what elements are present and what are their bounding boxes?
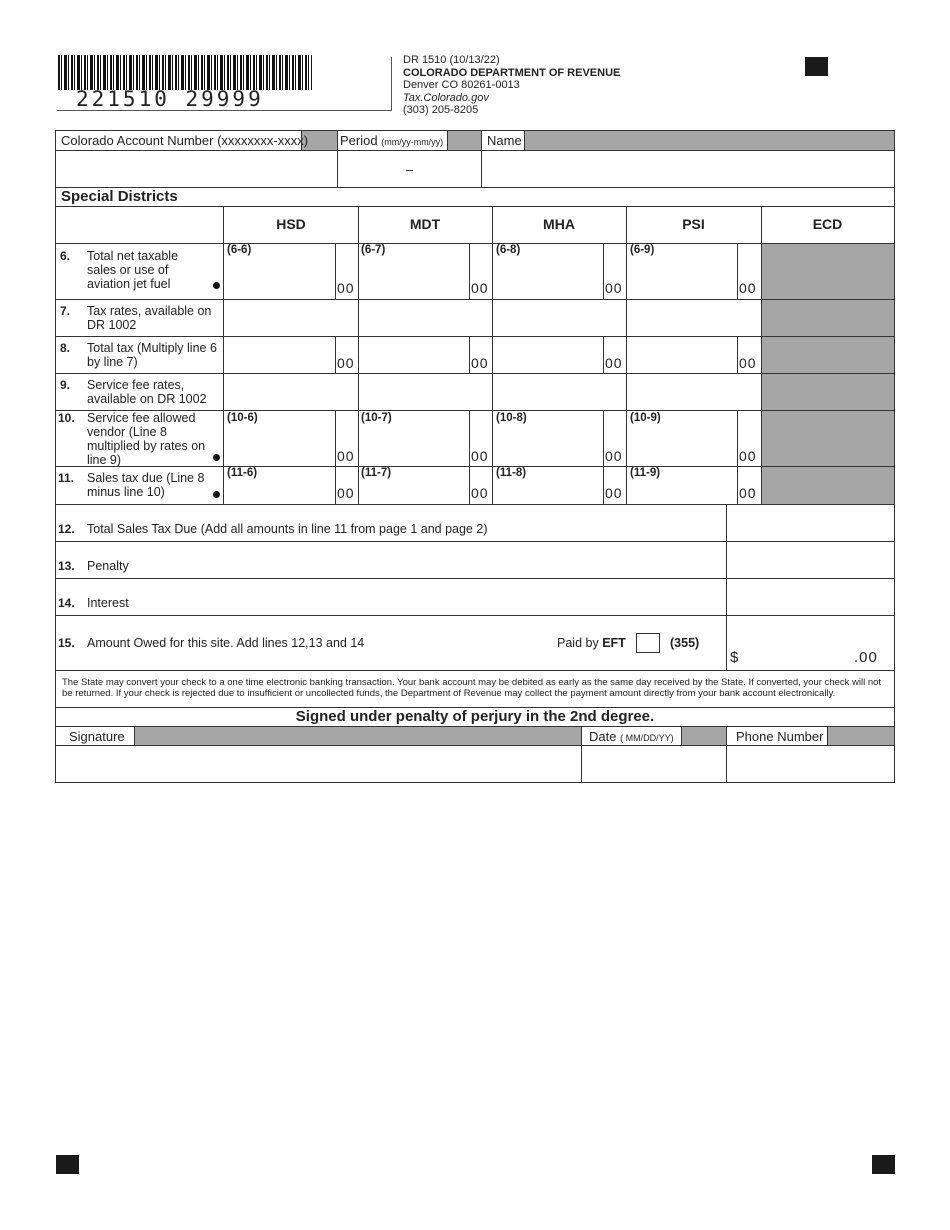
cents-10-8: 00 (605, 448, 623, 464)
divider (737, 243, 738, 299)
input-10-7[interactable] (359, 411, 469, 466)
input-11-9[interactable] (627, 467, 737, 504)
divider (603, 336, 604, 373)
registration-mark-bottom-left (56, 1155, 79, 1174)
amount-owed-input[interactable] (727, 616, 894, 670)
row10-number: 10. (58, 411, 75, 425)
period-label (340, 133, 443, 148)
account-number-input[interactable] (56, 151, 337, 187)
date-format: ( MM/DD/YY) (620, 733, 674, 743)
divider (524, 131, 525, 150)
signature-label: Signature (69, 729, 125, 744)
row7-label: Tax rates, available on DR 1002 (87, 304, 212, 332)
input-9-psi[interactable] (627, 374, 761, 410)
cents-10-7: 00 (471, 448, 489, 464)
row10-label: Service fee allowed vendor (Line 8 multiplied by rates on line 9) (87, 411, 206, 467)
input-11-8[interactable] (493, 467, 603, 504)
column-mha: MHA (543, 216, 575, 232)
cents-8-mdt: 00 (471, 355, 489, 371)
input-7-hsd[interactable] (224, 300, 358, 336)
row14-label: Interest (87, 596, 129, 610)
input-6-6[interactable] (224, 244, 335, 299)
phone-label-fill (828, 727, 894, 745)
code-10-9: (10-9) (630, 412, 661, 424)
row15-label: Amount Owed for this site. Add lines 12,13 and 14 (87, 636, 365, 650)
agency-phone: (303) 205-8205 (403, 104, 479, 116)
cents-10-6: 00 (337, 448, 355, 464)
cents-10-9: 00 (739, 448, 757, 464)
code-11-8: (11-8) (496, 467, 527, 479)
input-6-7[interactable] (359, 244, 469, 299)
check-conversion-notice: The State may convert your check to a one time electronic banking transaction. Your bank account may be debited as early as the same day received by the State. If converted, your check will not be returned. If your check is rejected due to insufficient or uncollected funds, the Department of Revenue may collect the payment amount directly from your bank account electronically. (62, 677, 882, 699)
code-10-7: (10-7) (361, 412, 392, 424)
code-6-8: (6-8) (496, 244, 521, 256)
column-mdt: MDT (409, 216, 441, 232)
paid-by-label (557, 636, 626, 650)
row8-number: 8. (60, 341, 71, 355)
code-11-9: (11-9) (630, 467, 661, 479)
divider (56, 243, 894, 244)
row11-number: 11. (58, 471, 75, 485)
paid-by-text: Paid by (557, 636, 599, 650)
divider (827, 726, 828, 745)
row7-number: 7. (60, 304, 71, 318)
bullet-dot (213, 454, 220, 461)
input-6-9[interactable] (627, 244, 737, 299)
divider (56, 187, 894, 188)
input-9-mha[interactable] (493, 374, 626, 410)
penalty-input[interactable] (727, 542, 894, 578)
form-frame (55, 130, 895, 783)
divider (56, 336, 894, 337)
header-divider (57, 110, 392, 111)
date-label-fill (682, 727, 726, 745)
divider (761, 206, 762, 504)
row13-number: 13. (58, 559, 75, 573)
input-10-6[interactable] (224, 411, 335, 466)
cents-8-hsd: 00 (337, 355, 355, 371)
period-format: (mm/yy-mm/yy) (381, 137, 444, 147)
input-8-mha[interactable] (493, 337, 603, 373)
divider (603, 410, 604, 504)
phone-number-input[interactable] (727, 746, 894, 782)
input-9-mdt[interactable] (359, 374, 492, 410)
bullet-dot (213, 491, 220, 498)
period-input[interactable] (338, 151, 481, 187)
registration-mark-top-right (805, 57, 828, 76)
registration-mark-bottom-right (872, 1155, 895, 1174)
row15-number: 15. (58, 636, 75, 650)
row6-number: 6. (60, 249, 71, 263)
period-dash: – (405, 162, 414, 177)
divider (447, 131, 448, 150)
phone-number-label: Phone Number (736, 729, 824, 744)
row14-number: 14. (58, 596, 75, 610)
input-8-mdt[interactable] (359, 337, 469, 373)
date-label (589, 729, 674, 744)
cents-11-7: 00 (471, 485, 489, 501)
name-label-fill (525, 131, 894, 150)
code-11-6: (11-6) (227, 467, 258, 479)
row12-label: Total Sales Tax Due (Add all amounts in line 11 from page 1 and page 2) (87, 522, 488, 536)
divider (737, 410, 738, 504)
eft-text: EFT (602, 636, 626, 650)
signature-input[interactable] (56, 746, 581, 782)
header-divider-vertical (391, 57, 392, 111)
code-10-6: (10-6) (227, 412, 258, 424)
cents-11-6: 00 (337, 485, 355, 501)
input-6-8[interactable] (493, 244, 603, 299)
column-ecd: ECD (812, 216, 843, 232)
code-6-7: (6-7) (361, 244, 386, 256)
column-psi: PSI (682, 216, 705, 232)
input-8-hsd[interactable] (224, 337, 335, 373)
row11-label: Sales tax due (Line 8 minus line 10) (87, 471, 205, 499)
total-sales-tax-input[interactable] (727, 505, 894, 541)
barcode-number: 221510 29999 (76, 87, 264, 111)
cents-6-9: 00 (739, 280, 757, 296)
name-label: Name (487, 133, 522, 148)
dollar-sign: $ (730, 649, 739, 666)
cents-6-8: 00 (605, 280, 623, 296)
signature-label-fill (135, 727, 581, 745)
bullet-dot (213, 282, 220, 289)
divider (301, 131, 302, 150)
period-label-fill (448, 131, 481, 150)
special-districts-title: Special Districts (61, 188, 178, 205)
cents-6-7: 00 (471, 280, 489, 296)
amount-cents: .00 (854, 649, 878, 666)
cents-11-8: 00 (605, 485, 623, 501)
eft-code: (355) (670, 636, 700, 650)
cents-8-mha: 00 (605, 355, 623, 371)
code-11-7: (11-7) (361, 467, 392, 479)
column-hsd: HSD (276, 216, 306, 232)
input-9-hsd[interactable] (224, 374, 358, 410)
row8-label: Total tax (Multiply line 6 by line 7) (87, 341, 217, 369)
divider (134, 726, 135, 745)
agency-website: Tax.Colorado.gov (403, 91, 489, 104)
input-7-mha[interactable] (493, 300, 626, 336)
divider (335, 336, 336, 373)
period-label-text: Period (340, 133, 378, 148)
row9-number: 9. (60, 378, 71, 392)
divider (469, 410, 470, 504)
input-7-mdt[interactable] (359, 300, 492, 336)
row6-label: Total net taxable sales or use of aviation jet fuel (87, 249, 179, 291)
eft-checkbox[interactable] (636, 633, 660, 653)
code-10-8: (10-8) (496, 412, 527, 424)
cents-8-psi: 00 (739, 355, 757, 371)
divider (56, 670, 894, 671)
input-8-psi[interactable] (627, 337, 737, 373)
cents-11-9: 00 (739, 485, 757, 501)
row12-number: 12. (58, 522, 75, 536)
agency-address: Denver CO 80261-0013 (403, 79, 520, 91)
divider (335, 410, 336, 504)
divider (335, 243, 336, 299)
input-10-8[interactable] (493, 411, 603, 466)
form-id: DR 1510 (10/13/22) (403, 54, 500, 66)
code-6-9: (6-9) (630, 244, 655, 256)
agency-block (403, 54, 620, 117)
divider (603, 243, 604, 299)
perjury-statement: Signed under penalty of perjury in the 2nd degree. (295, 708, 655, 725)
date-input[interactable] (582, 746, 726, 782)
divider (681, 726, 682, 745)
date-label-text: Date (589, 729, 617, 744)
account-number-label: Colorado Account Number (xxxxxxxx-xxxx) (61, 133, 309, 148)
row9-label: Service fee rates, available on DR 1002 (87, 378, 207, 406)
divider (56, 206, 894, 207)
input-10-9[interactable] (627, 411, 737, 466)
name-input[interactable] (482, 151, 894, 187)
input-11-7[interactable] (359, 467, 469, 504)
interest-input[interactable] (727, 579, 894, 615)
code-6-6: (6-6) (227, 244, 252, 256)
divider (469, 243, 470, 299)
divider (469, 336, 470, 373)
divider (737, 336, 738, 373)
agency-name: COLORADO DEPARTMENT OF REVENUE (403, 66, 621, 79)
input-11-6[interactable] (224, 467, 335, 504)
barcode (58, 55, 312, 90)
input-7-psi[interactable] (627, 300, 761, 336)
row13-label: Penalty (87, 559, 129, 573)
cents-6-6: 00 (337, 280, 355, 296)
